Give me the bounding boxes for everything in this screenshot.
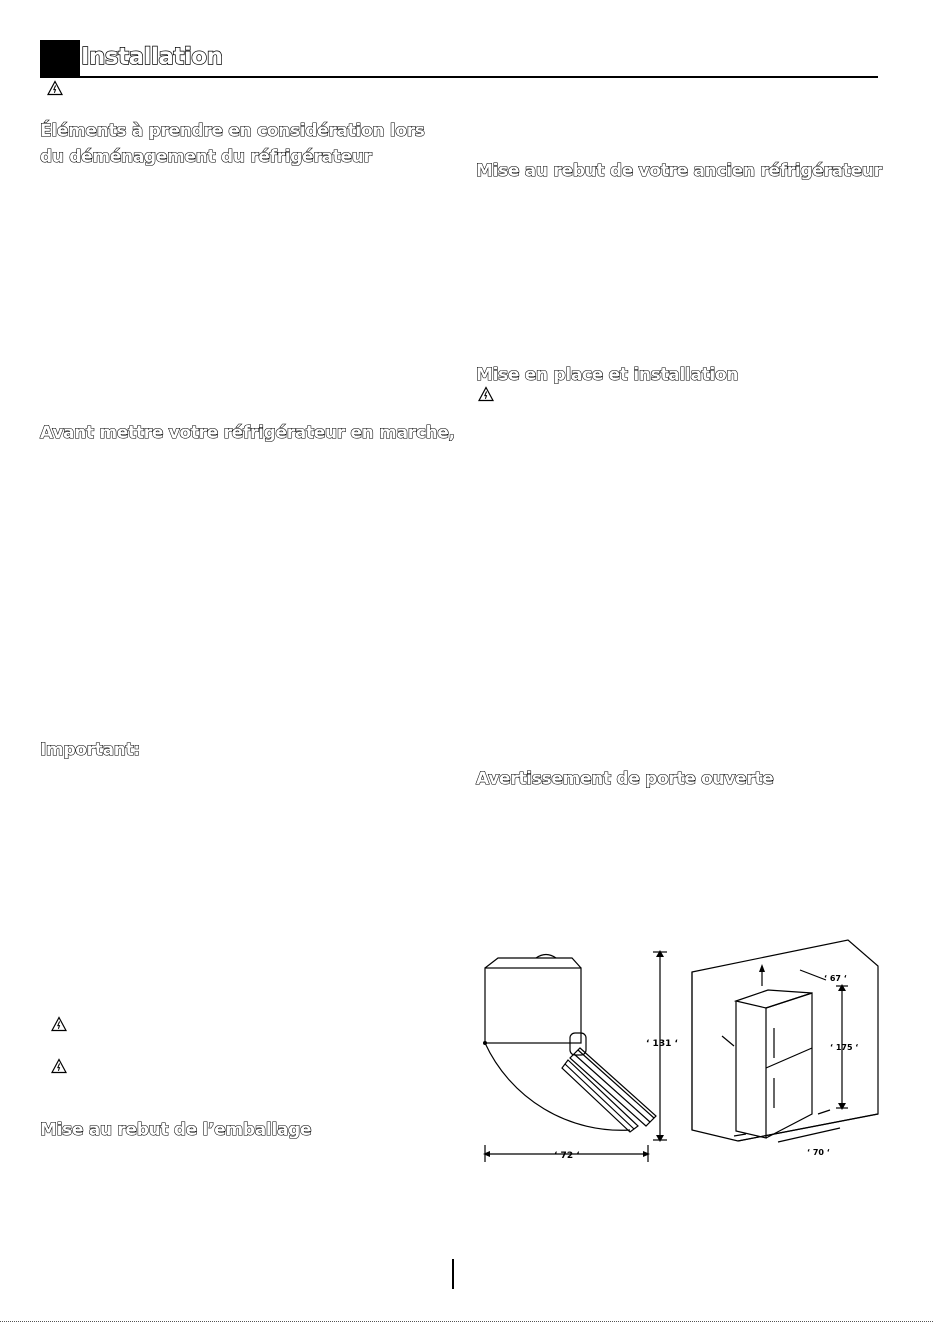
section-number-block [40, 40, 80, 78]
heading-important: Important: [40, 740, 140, 760]
title-underline [40, 76, 878, 78]
warning-triangle-icon [51, 1058, 67, 1074]
heading-placement: Mise en place et installation [476, 365, 739, 385]
door-width-label: ‘ 72 ‘ [554, 1151, 580, 1161]
warning-triangle-icon [478, 386, 494, 402]
heading-before-start: Avant mettre votre réfrigérateur en marche, [40, 423, 455, 443]
installation-space-diagram [688, 936, 884, 1164]
section-title: Installation [81, 44, 223, 70]
heading-packaging: Mise au rebut de l’emballage [40, 1120, 312, 1140]
page-marker [452, 1259, 454, 1289]
space-width-label: ‘ 70 ‘ [807, 1148, 830, 1157]
door-height-label: ‘ 131 ‘ [646, 1039, 678, 1049]
heading-door-warning: Avertissement de porte ouverte [476, 769, 774, 789]
door-clearance-diagram [470, 940, 690, 1170]
space-height-label: ‘ 175 ‘ [830, 1043, 859, 1052]
heading-old-fridge: Mise au rebut de votre ancien réfrigérateur [476, 161, 882, 181]
warning-triangle-icon [51, 1016, 67, 1032]
space-depth-label: ‘ 67 ‘ [824, 974, 847, 983]
warning-triangle-icon [47, 80, 63, 96]
page-bottom-border [0, 1321, 933, 1322]
heading-moving: Éléments à prendre en considération lors du déménagement du réfrigérateur [40, 121, 425, 167]
